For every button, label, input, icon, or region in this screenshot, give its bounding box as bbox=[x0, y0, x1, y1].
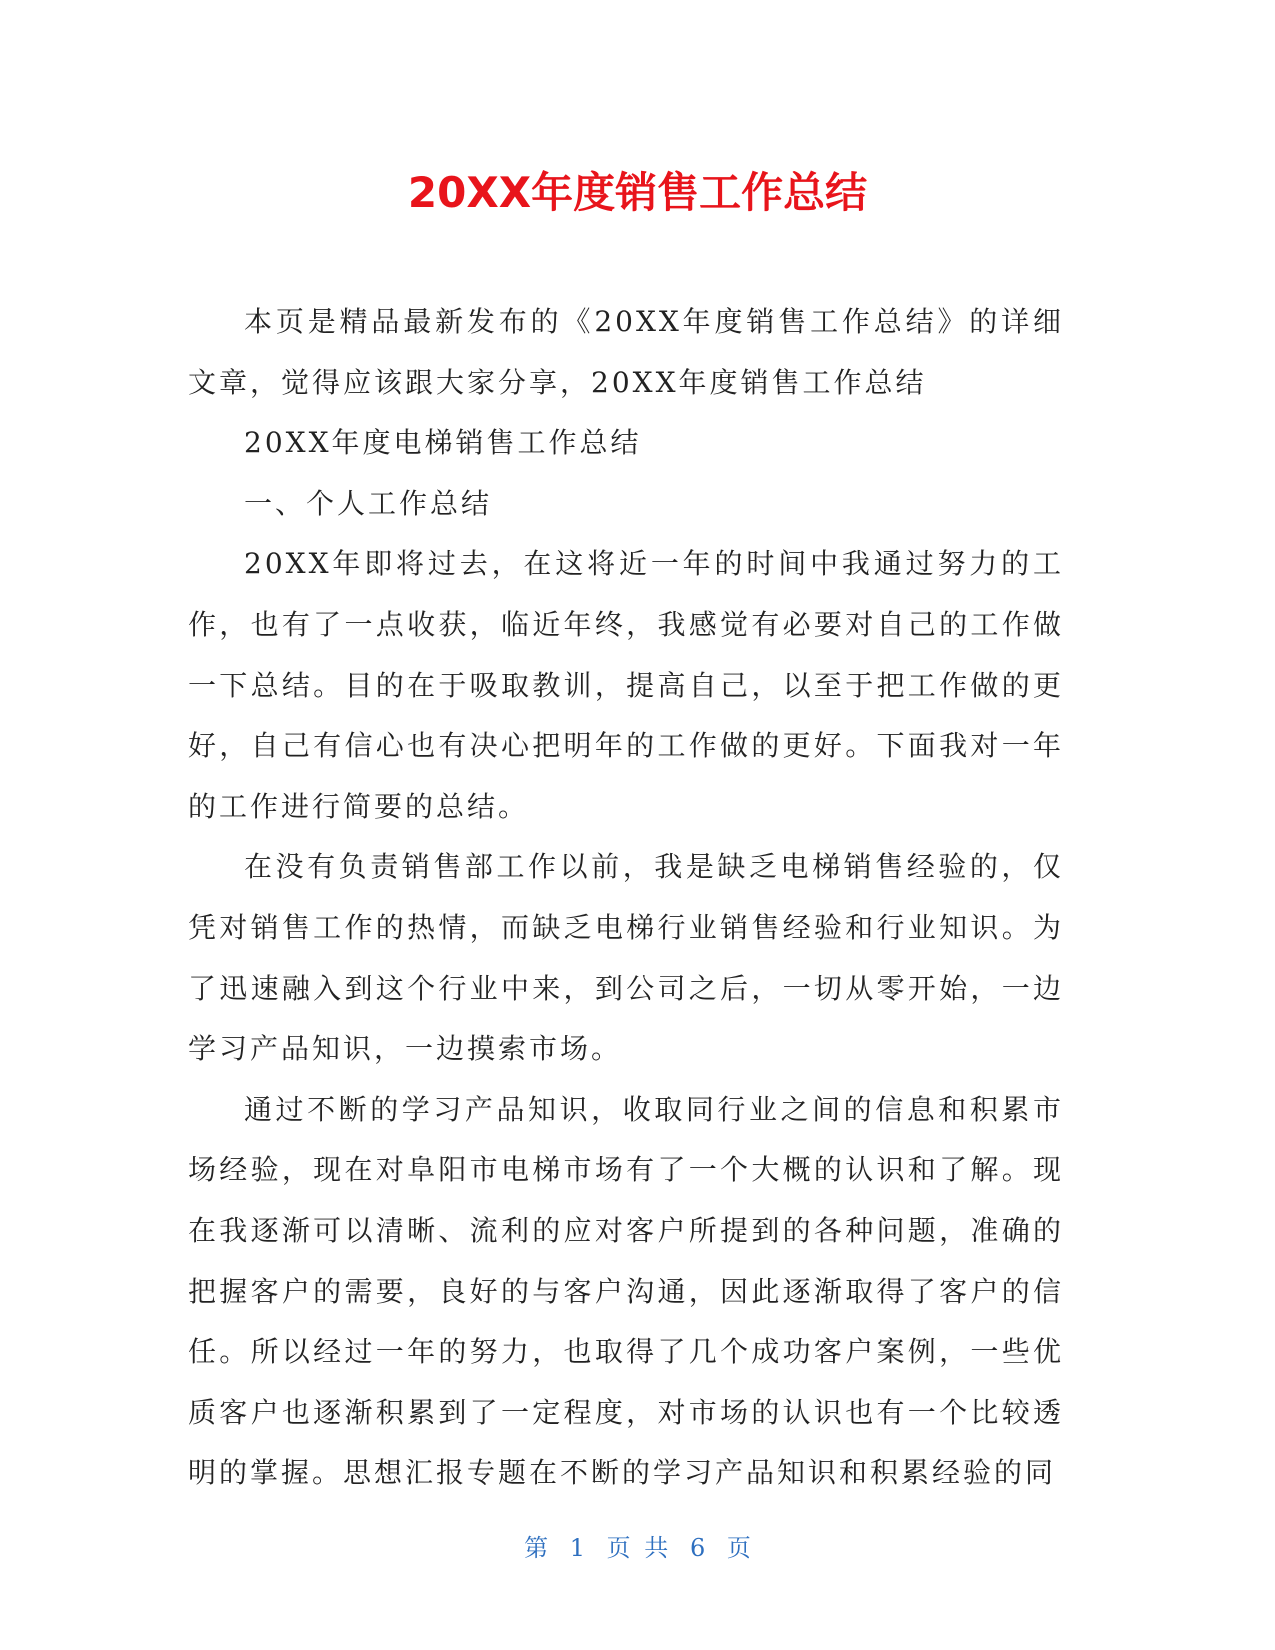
paragraph-body-2: 在没有负责销售部工作以前，我是缺乏电梯销售经验的，仅凭对销售工作的热情，而缺乏电梯行业销售经验和行业知识。为了迅速融入到这个行业中来，到公司之后，一切从零开始，一边学习产品知识，一边摸索市场。 bbox=[188, 850, 1064, 1066]
footer-current-page: 1 bbox=[569, 1534, 586, 1562]
paragraph-body-3: 通过不断的学习产品知识，收取同行业之间的信息和积累市场经验，现在对阜阳市电梯市场有了一个大概的认识和了解。现在我逐渐可以清晰、流利的应对客户所提到的各种问题，准确的把握客户的需要，良好的与客户沟通，因此逐渐取得了客户的信任。所以经过一年的努力，也取得了几个成功客户案例，一些优质客户也逐渐积累到了一定程度，对市场的认识也有一个比较透明的掌握。思想汇报专题在不断的学习产品知识和积累经验的同 bbox=[188, 1092, 1064, 1490]
document-title: 20XX年度销售工作总结 bbox=[407, 168, 868, 217]
footer-middle: 页 共 bbox=[606, 1534, 669, 1562]
footer-total-pages: 6 bbox=[689, 1534, 706, 1562]
paragraph-body-1: 20XX年即将过去，在这将近一年的时间中我通过努力的工作，也有了一点收获，临近年终，我感觉有必要对自己的工作做一下总结。目的在于吸取教训，提高自己，以至于把工作做的更好，自己有信心也有决心把明年的工作做的更好。下面我对一年的工作进行简要的总结。 bbox=[188, 547, 1064, 823]
paragraph-intro: 本页是精品最新发布的《20XX年度销售工作总结》的详细文章，觉得应该跟大家分享，20XX年度销售工作总结 bbox=[188, 305, 1064, 399]
footer-suffix: 页 bbox=[726, 1534, 751, 1562]
page-footer bbox=[0, 1528, 1275, 1563]
paragraph-section-heading: 一、个人工作总结 bbox=[244, 486, 493, 520]
document-body bbox=[188, 292, 1064, 1504]
paragraph-subtitle: 20XX年度电梯销售工作总结 bbox=[244, 426, 642, 460]
footer-prefix: 第 bbox=[524, 1534, 549, 1562]
